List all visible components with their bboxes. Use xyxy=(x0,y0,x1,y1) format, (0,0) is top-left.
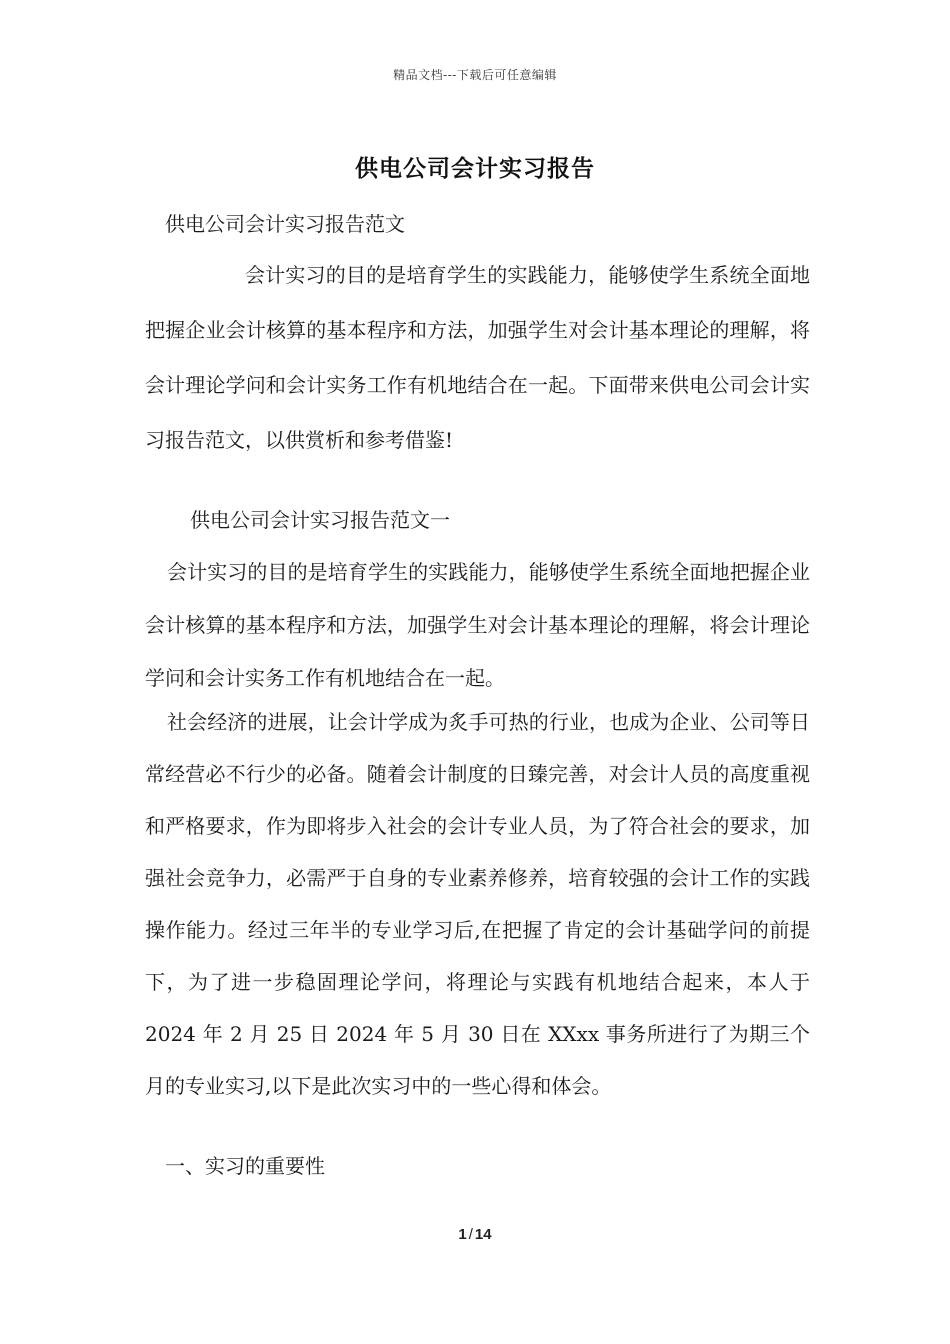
intro-paragraph: 会计实习的目的是培育学生的实践能力，能够使学生系统全面地把握企业会计核算的基本程序和方法，加强学生对会计基本理论的理解，将会计理论学问和会计实务工作有机地结合在一起。下面带来供电公司会计实习报告范文，以供赏析和参考借鉴! xyxy=(145,263,810,452)
section-heading: 供电公司会计实习报告范文一 xyxy=(190,508,450,532)
page-total: 14 xyxy=(474,1226,492,1243)
body-paragraph-2: 社会经济的进展，让会计学成为炙手可热的行业，也成为企业、公司等日常经营必不行少的必备。随着会计制度的日臻完善，对会计人员的高度重视和严格要求，作为即将步入社会的会计专业人员，为了符合社会的要求，加强社会竞争力，必需严于自身的专业素养修养，培育较强的会计工作的实践操作能力。经过三年半的专业学习后,在把握了肯定的会计基础学问的前提下，为了进一步稳固理论学问，将理论与实践有机地结合起来，本人于 2024 年 2 月 25 日 2024 年 5 月 30 日在 XXxx 事务所进行了为期三个月的专业实习,以下是此次实习中的一些心得和体会。 xyxy=(145,710,810,1098)
page-number xyxy=(0,1226,950,1243)
page-separator: / xyxy=(468,1226,473,1243)
document-title: 供电公司会计实习报告 xyxy=(355,155,595,182)
document-subtitle: 供电公司会计实习报告范文 xyxy=(165,212,405,236)
header-note: 精品文档---下载后可任意编辑 xyxy=(393,68,557,82)
body-paragraph-1: 会计实习的目的是培育学生的实践能力，能够使学生系统全面地把握企业会计核算的基本程序和方法，加强学生对会计基本理论的理解，将会计理论学问和会计实务工作有机地结合在一起。 xyxy=(145,560,810,690)
page-current: 1 xyxy=(458,1226,467,1243)
item-heading: 一、实习的重要性 xyxy=(165,1154,325,1178)
